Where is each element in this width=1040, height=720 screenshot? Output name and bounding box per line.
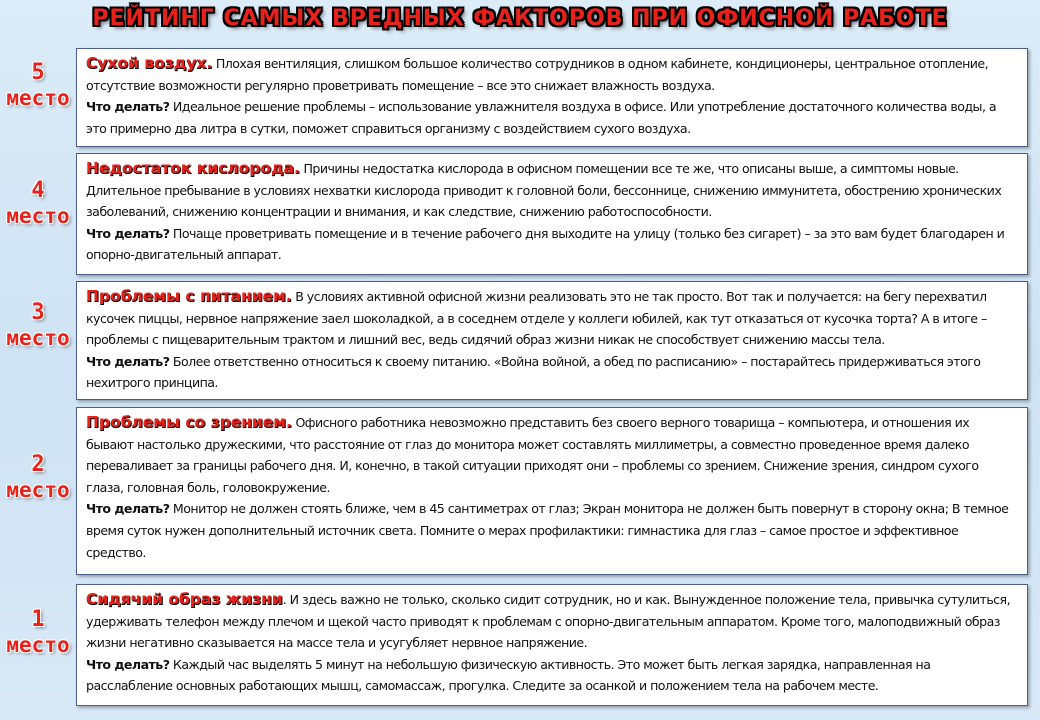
rank-3 bbox=[2, 300, 74, 352]
todo-text: Монитор не должен стоять ближе, чем в 45 сантиметрах от глаз; Экран монитора не должен быть повернут в сторону окна; В темное время суток нужен дополнительный источник света. Помните о мерах профилактики: гимнастика для глаз – самое простое и эффективное средство. bbox=[86, 501, 1009, 560]
rank-2 bbox=[2, 452, 74, 504]
factor-card-4 bbox=[76, 153, 1028, 275]
page-title: РЕЙТИНГ САМЫХ ВРЕДНЫХ ФАКТОРОВ ПРИ ОФИСНОЙ РАБОТЕ bbox=[92, 6, 948, 31]
todo-label: Что делать? bbox=[86, 99, 170, 115]
rank-number: 2 bbox=[31, 452, 45, 477]
factor-card-5 bbox=[76, 48, 1028, 147]
factor-description: . И здесь важно не только, сколько сидит сотрудник, но и как. Вынужденное положение тела, привычка сутулиться, удерживать телефон между плечом и щекой часто приводят к проблемам с опорно-двигательным аппаратом. Кроме того, малоподвижный образ жизни негативно сказывается на массе тела и усугубляет нервное напряжение. bbox=[86, 592, 1011, 651]
rank-label: место bbox=[6, 204, 70, 229]
rank-number: 5 bbox=[31, 60, 45, 85]
factor-card-1 bbox=[76, 584, 1028, 706]
factor-heading: Сидячий образ жизни bbox=[86, 590, 283, 608]
factor-heading: Сухой воздух. bbox=[86, 54, 213, 72]
rank-label: место bbox=[6, 86, 70, 111]
rank-number: 1 bbox=[31, 607, 45, 632]
factor-heading: Проблемы со зрением. bbox=[86, 413, 292, 431]
factor-heading: Недостаток кислорода. bbox=[86, 159, 301, 177]
rank-label: место bbox=[6, 326, 70, 351]
rank-1 bbox=[2, 607, 74, 659]
factor-card-3 bbox=[76, 281, 1028, 400]
rank-number: 4 bbox=[31, 178, 45, 203]
factor-description: Плохая вентиляция, слишком большое количество сотрудников в одном кабинете, кондиционеры, центральное отопление, отсутствие возможности регулярно проветривать помещение – все это снижает влажность воздуха. bbox=[86, 56, 989, 93]
rank-number: 3 bbox=[31, 300, 45, 325]
factor-heading: Проблемы с питанием. bbox=[86, 287, 292, 305]
rank-5 bbox=[2, 60, 74, 112]
todo-label: Что делать? bbox=[86, 225, 170, 241]
todo-text: Почаще проветривать помещение и в течение рабочего дня выходите на улицу (только без сигарет) – за это вам будет благодарен и опорно-двигательный аппарат. bbox=[86, 225, 1005, 263]
todo-label: Что делать? bbox=[86, 353, 170, 369]
todo-text: Более ответственно относиться к своему питанию. «Война войной, а обед по расписанию» – постарайтесь придерживаться этого нехитрого принципа. bbox=[86, 353, 981, 391]
factor-card-2 bbox=[76, 407, 1028, 575]
factor-description: Причины недостатка кислорода в офисном помещении все те же, что описаны выше, а симптомы новые. Длительное пребывание в условиях нехватки кислорода приводит к головной боли, бессоннице, снижению иммунитета, обострению хронических заболеваний, снижению концентрации и внимания, и как следствие, снижению работоспособности. bbox=[86, 161, 1002, 220]
todo-text: Каждый час выделять 5 минут на небольшую физическую активность. Это может быть легкая зарядка, направленная на расслабление основных работающих мышц, самомассаж, прогулка. Следите за осанкой и положением тела на рабочем месте. bbox=[86, 656, 931, 694]
factor-description: Офисного работника невозможно представить без своего верного товарища – компьютера, и отношения их бывают настолько дружескими, что расстояние от глаз до монитора может составлять миллиметры, а совместно проведенное время далеко переваливает за границы рабочего дня. И, конечно, в такой ситуации приходят они – проблемы со зрением. Снижение зрения, синдром сухого глаза, головная боль, головокружение. bbox=[86, 415, 979, 495]
rank-label: место bbox=[6, 633, 70, 658]
factor-description: В условиях активной офисной жизни реализовать это не так просто. Вот так и получается: на бегу перехватил кусочек пиццы, нервное напряжение заел шоколадкой, а в соседнем отделе у коллеги юбилей, как тут отказаться от кусочка торта? А в итоге – проблемы с пищеварительным трактом и лишний вес, ведь сидячий образ жизни никак не способствует снижению массы тела. bbox=[86, 289, 987, 348]
todo-label: Что делать? bbox=[86, 501, 170, 517]
todo-text: Идеальное решение проблемы – использование увлажнителя воздуха в офисе. Или употребление достаточного количества воды, а это примерно два литра в сутки, поможет справиться организму с воздействием сухого воздуха. bbox=[86, 99, 997, 136]
rank-4 bbox=[2, 178, 74, 230]
todo-label: Что делать? bbox=[86, 656, 170, 672]
rank-label: место bbox=[6, 478, 70, 503]
